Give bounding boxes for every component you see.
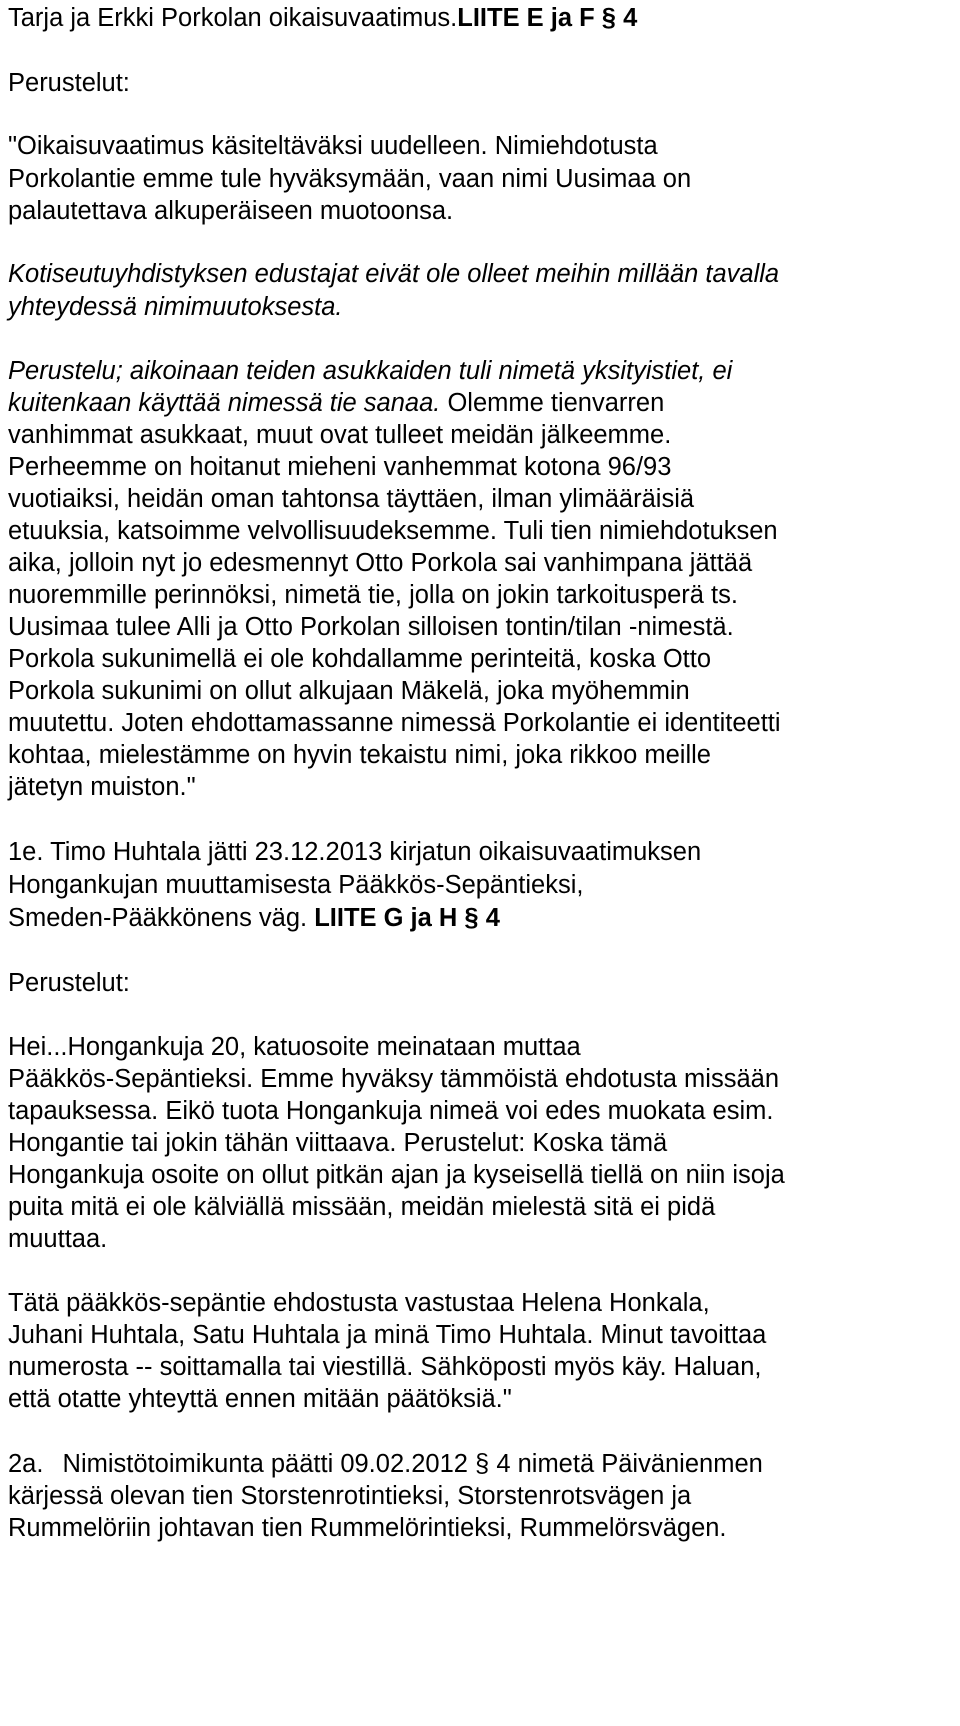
paragraph-line: Juhani Huhtala, Satu Huhtala ja minä Timo Huhtala. Minut tavoittaa (8, 1321, 767, 1349)
quote-line: palautettava alkuperäiseen muotoonsa. (8, 197, 454, 225)
paragraph-line: kohtaa, mielestämme on hyvin tekaistu nimi, joka rikkoo meille (8, 741, 711, 769)
section-sign: § (475, 1450, 490, 1478)
paragraph-line: että otatte yhteyttä ennen mitään päätöksiä." (8, 1385, 512, 1413)
perustelut-label: Perustelut: (8, 69, 130, 97)
paragraph-line: Uusimaa tulee Alli ja Otto Porkolan silloisen tontin/tilan -nimestä. (8, 613, 734, 641)
paragraph-line: kärjessä olevan tien Storstenrotintieksi, Storstenrotsvägen ja (8, 1482, 692, 1510)
paragraph-line: jätetyn muiston." (8, 773, 196, 801)
section-heading-3 (8, 1448, 763, 1480)
paragraph-line (8, 515, 778, 547)
italic-line: Kotiseutuyhdistyksen edustajat eivät ole olleet meihin millään tavalla (8, 260, 780, 288)
paragraph-segment: Olemme tienvarren (447, 389, 665, 417)
paragraph-line: Perheemme on hoitanut mieheni vanhemmat kotona 96/93 (8, 453, 672, 481)
paragraph-line: Rummelöriin johtavan tien Rummelörintieksi, Rummelörsvägen. (8, 1514, 727, 1542)
paragraph-line: tapauksessa. Eikö tuota Hongankuja nimeä voi edes muokata esim. (8, 1097, 774, 1125)
paragraph-line: nuoremmille perinnöksi, nimetä tie, jolla on jokin tarkoitusperä ts. (8, 581, 738, 609)
heading-text: Smeden-Pääkkönens väg. (8, 904, 308, 932)
section-number: 4 (485, 904, 500, 932)
paragraph-segment: Tuli tien nimiehdotuksen (503, 517, 778, 545)
paragraph-line: Pääkkös-Sepäntieksi. Emme hyväksy tämmöistä ehdotusta missään (8, 1065, 780, 1093)
italic-line: yhteydessä nimimuutoksesta. (8, 293, 343, 321)
paragraph-line: Hongantie tai jokin tähän viittaava. Perustelut: Koska tämä (8, 1129, 668, 1157)
attachment-reference: LIITE E ja F (457, 4, 595, 32)
heading-text: Tarja ja Erkki Porkolan oikaisuvaatimus. (8, 4, 458, 32)
section-sign: § (601, 4, 616, 32)
section-heading-2: 1e. Timo Huhtala jätti 23.12.2013 kirjatun oikaisuvaatimuksen (8, 838, 702, 866)
section-number: 4 (623, 4, 638, 32)
paragraph-line: vanhimmat asukkaat, muut ovat tulleet meidän jälkeemme. (8, 421, 672, 449)
quote-line: "Oikaisuvaatimus käsiteltäväksi uudelleen. Nimiehdotusta (8, 132, 658, 160)
attachment-reference: LIITE G ja H (314, 904, 458, 932)
quote-line: Porkolantie emme tule hyväksymään, vaan nimi Uusimaa on (8, 165, 692, 193)
paragraph-line: Tätä pääkkös-sepäntie ehdostusta vastustaa Helena Honkala, (8, 1289, 710, 1317)
paragraph-line: puita mitä ei ole kälviällä missään, meidän mielestä sitä ei pidä (8, 1193, 716, 1221)
paragraph-segment: etuuksia, katsoimme velvollisuudeksemme. (8, 517, 497, 545)
section-sign: § (464, 904, 479, 932)
paragraph-line: Hongankuja osoite on ollut pitkän ajan ja kyseisellä tiellä on niin isoja (8, 1161, 785, 1189)
paragraph-line: Perustelu; aikoinaan teiden asukkaiden tuli nimetä yksityistiet, ei (8, 357, 733, 385)
heading-text: 4 nimetä Päivänienmen (496, 1450, 763, 1478)
paragraph-line: Porkola sukunimellä ei ole kohdallamme perinteitä, koska Otto (8, 645, 712, 673)
paragraph-segment: muutettu. (8, 709, 115, 737)
paragraph-line (8, 707, 781, 739)
paragraph-segment: Joten ehdottamassanne nimessä Porkolantie ei identiteetti (121, 709, 781, 737)
paragraph-line: aika, jolloin nyt jo edesmennyt Otto Porkola sai vanhimpana jättää (8, 549, 753, 577)
perustelut-label: Perustelut: (8, 969, 130, 997)
item-number: 2a. (8, 1450, 44, 1478)
paragraph-segment: kuitenkaan käyttää nimessä tie sanaa. (8, 389, 441, 417)
section-heading-2 (8, 902, 500, 934)
paragraph-line (8, 387, 664, 419)
section-heading-2: Hongankujan muuttamisesta Pääkkös-Sepäntieksi, (8, 871, 584, 899)
paragraph-line: numerosta -- soittamalla tai viestillä. Sähköposti myös käy. Haluan, (8, 1353, 762, 1381)
section-heading-1 (8, 2, 637, 34)
paragraph-line: muuttaa. (8, 1225, 108, 1253)
paragraph-line: vuotiaiksi, heidän oman tahtonsa täyttäen, ilman ylimääräisiä (8, 485, 695, 513)
heading-text: Nimistötoimikunta päätti 09.02.2012 (62, 1450, 468, 1478)
paragraph-line: Hei...Hongankuja 20, katuosoite meinataan muttaa (8, 1033, 581, 1061)
paragraph-line: Porkola sukunimi on ollut alkujaan Mäkelä, joka myöhemmin (8, 677, 690, 705)
